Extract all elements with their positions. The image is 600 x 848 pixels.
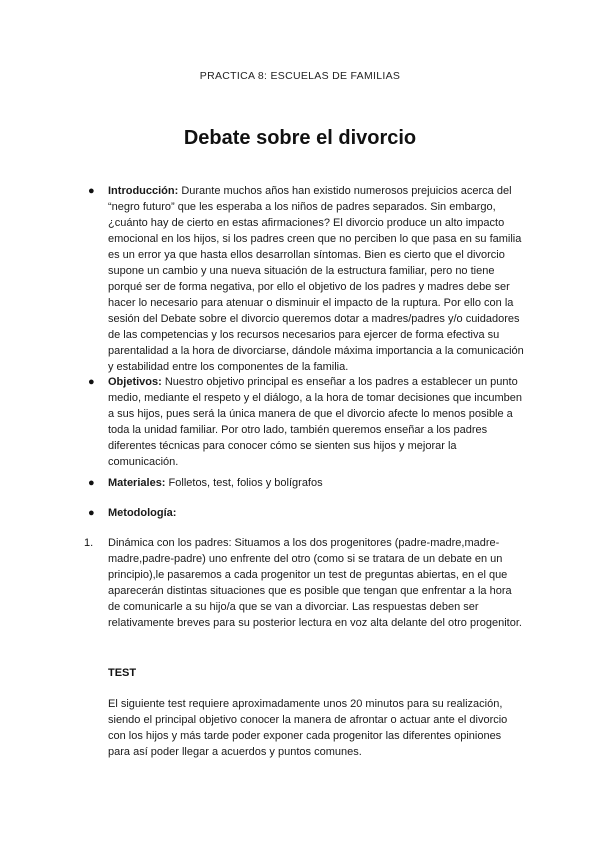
page-header: PRACTICA 8: ESCUELAS DE FAMILIAS (199, 70, 401, 82)
metodologia-paragraph (108, 505, 526, 521)
objetivos-label: Objetivos: (108, 376, 162, 388)
bullet-icon: ● (88, 185, 95, 197)
bullet-icon: ● (88, 376, 95, 388)
materiales-text: Folletos, test, folios y bolígrafos (165, 477, 323, 489)
page-title: Debate sobre el divorcio (183, 127, 417, 149)
intro-text: Durante muchos años han existido numerosos prejuicios acerca del “negro futuro” que les esperaba a los niños de padres separados. Sin embargo, ¿cuánto hay de cierto en estas afirmaciones? El divorcio produce un alto impacto emocional en los hijos, si los padres creen que no perciben lo que pasa en su familia es un error ya que hasta ellos desarrollan síntomas. Bien es cierto que el divorcio supone un cambio y una nueva situación de la estructura familiar, pero no tiene porqué ser de forma negativa, por ello el objetivo de los padres y madres debe ser hacer lo necesario para atenuar o disminuir el impacto de la ruptura. Por ello con la sesión del Debate sobre el divorcio queremos dotar a madres/padres y/o cuidadores de las competencias y los recursos necesarios para ejercer de forma efectiva su parentalidad a la hora de divorciarse, dándole máxima importancia a la comunicación y estabilidad entre los componentes de la familia. (108, 185, 524, 373)
bullet-icon: ● (88, 477, 95, 489)
intro-label: Introducción: (108, 185, 179, 197)
intro-paragraph (108, 183, 526, 375)
metodologia-label: Metodología: (108, 507, 177, 519)
materiales-paragraph (108, 475, 526, 491)
bullet-icon: ● (88, 507, 95, 519)
test-paragraph: El siguiente test requiere aproximadamente unos 20 minutos para su realización, siendo el principal objetivo conocer la manera de afrontar o actuar ante el divorcio con los hijos y más tarde poder exponer cada progenitor las diferentes opiniones para así poder llegar a acuerdos y puntos comunes. (108, 698, 508, 758)
dinamica-paragraph: Dinámica con los padres: Situamos a los dos progenitores (padre-madre,madre-madre,padre-padre) uno enfrente del otro (como si se tratara de un debate en un principio),le pasaremos a cada progenitor un test de preguntas abiertas, en el que aparecerán distintas situaciones que es posible que tengan que enfrentar a la hora de comunicarle a su hijo/a que se van a divorciar. Las respuestas deben ser relativamente breves para su posterior lectura en voz alta delante del otro progenitor. (108, 537, 522, 629)
objetivos-paragraph (108, 374, 526, 470)
materiales-label: Materiales: (108, 477, 166, 489)
objetivos-text: Nuestro objetivo principal es enseñar a los padres a establecer un punto medio, mediante el respeto y el diálogo, a la hora de tomar decisiones que incumben a sus hijos, pues será la única manera de que el divorcio afecte lo menos posible a toda la unidad familiar. Por otro lado, también queremos enseñar a los padres diferentes técnicas para conocer cómo se sienten sus hijos y mejorar la comunicación. (108, 376, 522, 468)
test-heading: TEST (108, 667, 137, 679)
list-number: 1. (84, 537, 94, 549)
